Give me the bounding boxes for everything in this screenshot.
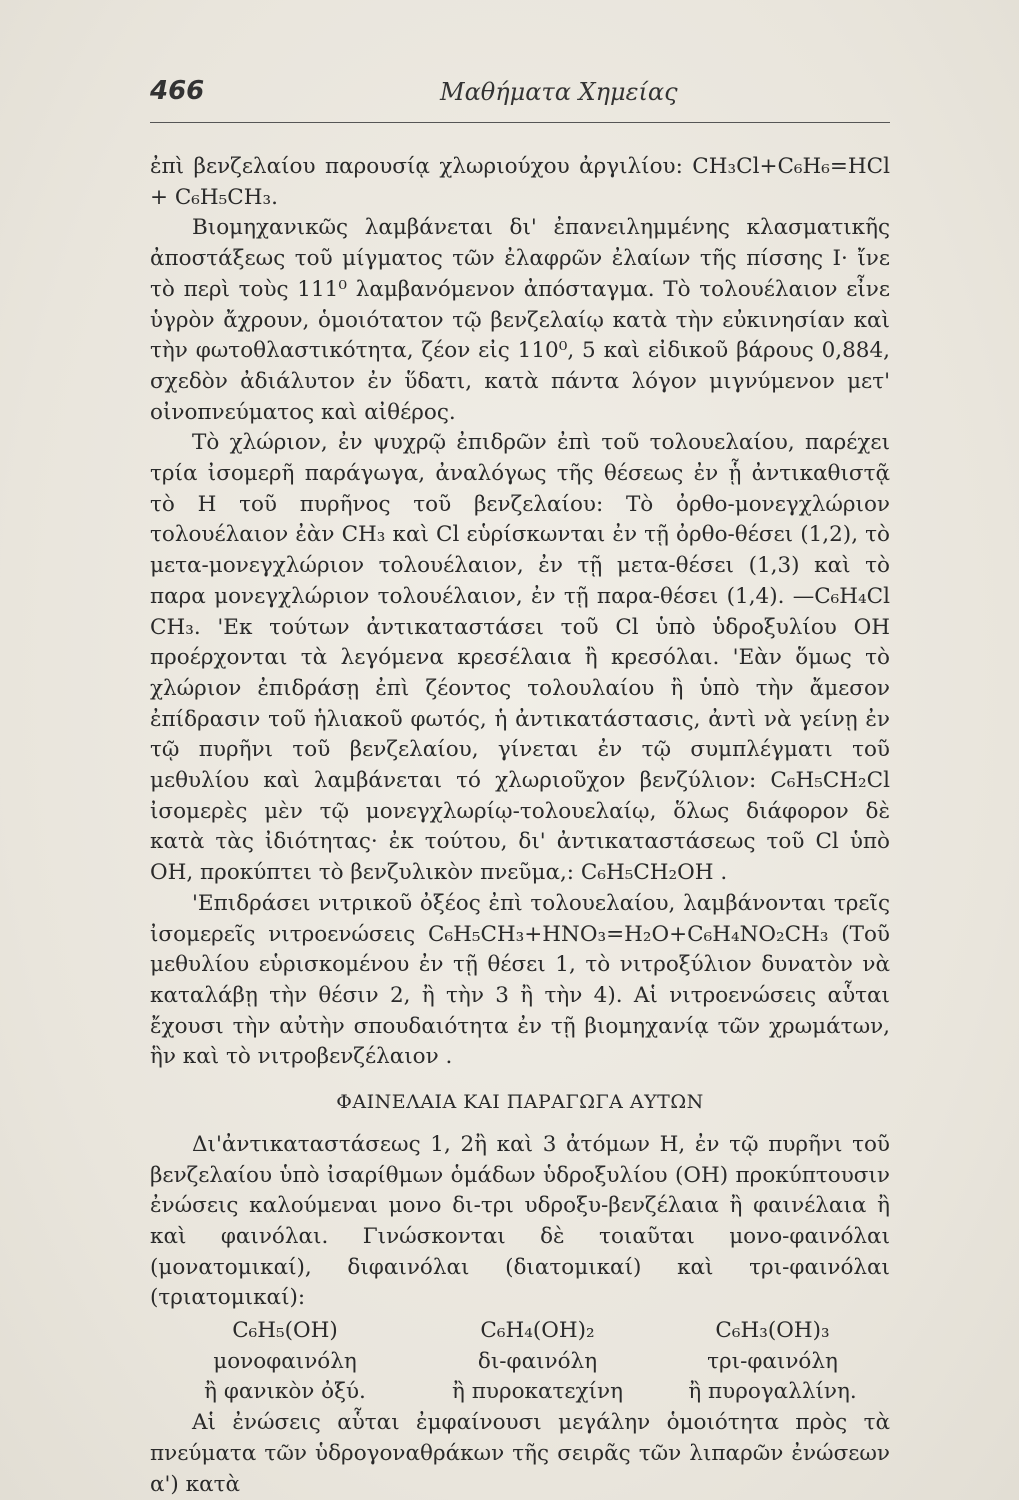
paragraph-phenols: Δι'ἀντικαταστάσεως 1, 2ἢ καὶ 3 ἀτόμων Η, ἐν τῷ πυρῆνι τοῦ βενζελαίου ὑπὸ ἰσαρίθμων ὁμάδων ὑδροξυλίου (ΟΗ) προκύπτουσιν ἐνώσεις καλούμεναι μονο δι-τρι υδροξυ-βενζέλαια ἢ φαινέλαια ἢ καὶ φαινόλαι. Γινώσκονται δὲ τοιαῦται μονο-φαινόλαι (μονατομικαί), διφαινόλαι (διατομικαί) καὶ τρι-φαινόλαι (τριατομικαί): [150,1131,890,1311]
formula-cell: C₆H₃(OH)₃ [715,1318,830,1344]
compound-name-cell: τρι-φαινόλη [707,1348,838,1374]
paragraph-nitro: 'Επιδράσει νιτρικοῦ ὀξέος ἐπὶ τολουελαίου, λαμβάνονται τρεῖς ἰσομερεῖς νιτροενώσεις C₆H₅CH₃+HNO₃=H₂O+C₆H₄NO₂CH₃ (Τοῦ μεθυλίου εὑρισκομένου ἐν τῇ θέσει 1, τὸ νιτροξύλιον δυνατὸν νὰ καταλάβῃ τὴν θέσιν 2, ἢ τὴν 3 ἢ τὴν 4). Αἱ νιτροενώσεις αὗται ἔχουσι τὴν αὐτὴν σπουδαιότητα ἐν τῇ βιομηχανίᾳ τῶν χρωμάτων, ἣν καὶ τὸ νιτροβενζέλαιον . [150,890,890,1070]
formula-cell: C₆H₅(OH) [232,1318,338,1344]
alt-name-cell: ἢ φανικὸν ὀξύ. [204,1379,366,1405]
page-number: 466 [150,76,205,106]
alt-name-cell: ἢ πυροκατεχίνη [452,1379,623,1405]
body-text [150,152,890,1500]
compound-name-cell: μονοφαινόλη [213,1348,357,1374]
formula-cell: C₆H₄(OH)₂ [480,1318,595,1344]
section-heading: ΦΑΙΝΕΛΑΙΑ ΚΑΙ ΠΑΡΑΓΩΓΑ ΑΥΤΩΝ [336,1091,704,1114]
running-title: Μαθήματα Χημείας [440,78,678,106]
phenol-formula-table [150,1316,890,1408]
paragraph-continuation: ἐπὶ βενζελαίου παρουσίᾳ χλωριούχου ἀργιλίου: CH₃Cl+C₆H₆=HCl + C₆H₅CH₃. [150,154,890,210]
paragraph-chlorine: Τὸ χλώριον, ἐν ψυχρῷ ἐπιδρῶν ἐπὶ τοῦ τολουελαίου, παρέχει τρία ἰσομερῆ παράγωγα, ἀναλόγως τῆς θέσεως ἐν ᾗ ἀντικαθιστᾷ τὸ Η τοῦ πυρῆνος τοῦ βενζελαίου: Τὸ ὀρθο-μονεγχλώριον τολουέλαιον ἐὰν CH₃ καὶ Cl εὑρίσκωνται ἐν τῇ ὀρθο-θέσει (1,2), τὸ μετα-μονεγχλώριον τολουέλαιον, ἐν τῇ μετα-θέσει (1,3) καὶ τὸ παρα μονεγχλώριον τολουέλαιον, ἐν τῇ παρα-θέσει (1,4). —C₆H₄Cl CH₃. 'Εκ τούτων ἀντικαταστάσει τοῦ Cl ὑπὸ ὑδροξυλίου ΟΗ προέρχονται τὰ λεγόμενα κρεσέλαια ἢ κρεσόλαι. 'Εὰν ὅμως τὸ χλώριον ἐπιδράσῃ ἐπὶ ζέοντος τολουλαίου ἢ ὑπὸ τὴν ἄμεσον ἐπίδρασιν τοῦ ἡλιακοῦ φωτός, ἡ ἀντικατάστασις, ἀντὶ νὰ γείνῃ ἐν τῷ πυρῆνι τοῦ βενζελαίου, γίνεται ἐν τῷ συμπλέγματι τοῦ μεθυλίου καὶ λαμβάνεται τό χλωριοῦχον βενζύλιον: C₆H₅CH₂Cl ἰσομερὲς μὲν τῷ μονεγχλωρίῳ-τολουελαίῳ, ὅλως διάφορον δὲ κατὰ τὰς ἰδιότητας· ἐκ τούτου, δι' ἀντικαταστάσεως τοῦ Cl ὑπὸ ΟΗ, προκύπτει τὸ βενζυλικὸν πνεῦμα,: C₆H₅CH₂OH . [150,430,890,886]
paragraph-industrial: Βιομηχανικῶς λαμβάνεται δι' ἐπανειλημμένης κλασματικῆς ἀποστάξεως τοῦ μίγματος τῶν ἐλαφρῶν ἐλαίων τῆς πίσσης Ι· ἴνε τὸ περὶ τοὺς 111⁰ λαμβανόμενον ἀπόσταγμα. Τὸ τολουέλαιον εἶνε ὑγρὸν ἄχρουν, ὁμοιότατον τῷ βενζελαίῳ κατὰ τὴν εὐκινησίαν καὶ τὴν φωτοθλαστικότητα, ζέον εἰς 110⁰, 5 καὶ εἰδικοῦ βάρους 0,884, σχεδὸν ἀδιάλυτον ἐν ὕδατι, κατὰ πάντα λόγον μιγνύμενον μετ' οἰνοπνεύματος καὶ αἰθέρος. [150,215,890,425]
page-header [150,76,890,123]
paragraph-closing: Αἱ ἐνώσεις αὗται ἐμφαίνουσι μεγάλην ὁμοιότητα πρὸς τὰ πνεύματα τῶν ὑδρογοναθράκων τῆς σειρᾶς τῶν λιπαρῶν ἐνώσεων α') κατὰ [150,1410,890,1497]
compound-name-cell: δι-φαινόλη [477,1348,598,1374]
alt-name-cell: ἢ πυρογαλλίνη. [688,1379,857,1405]
